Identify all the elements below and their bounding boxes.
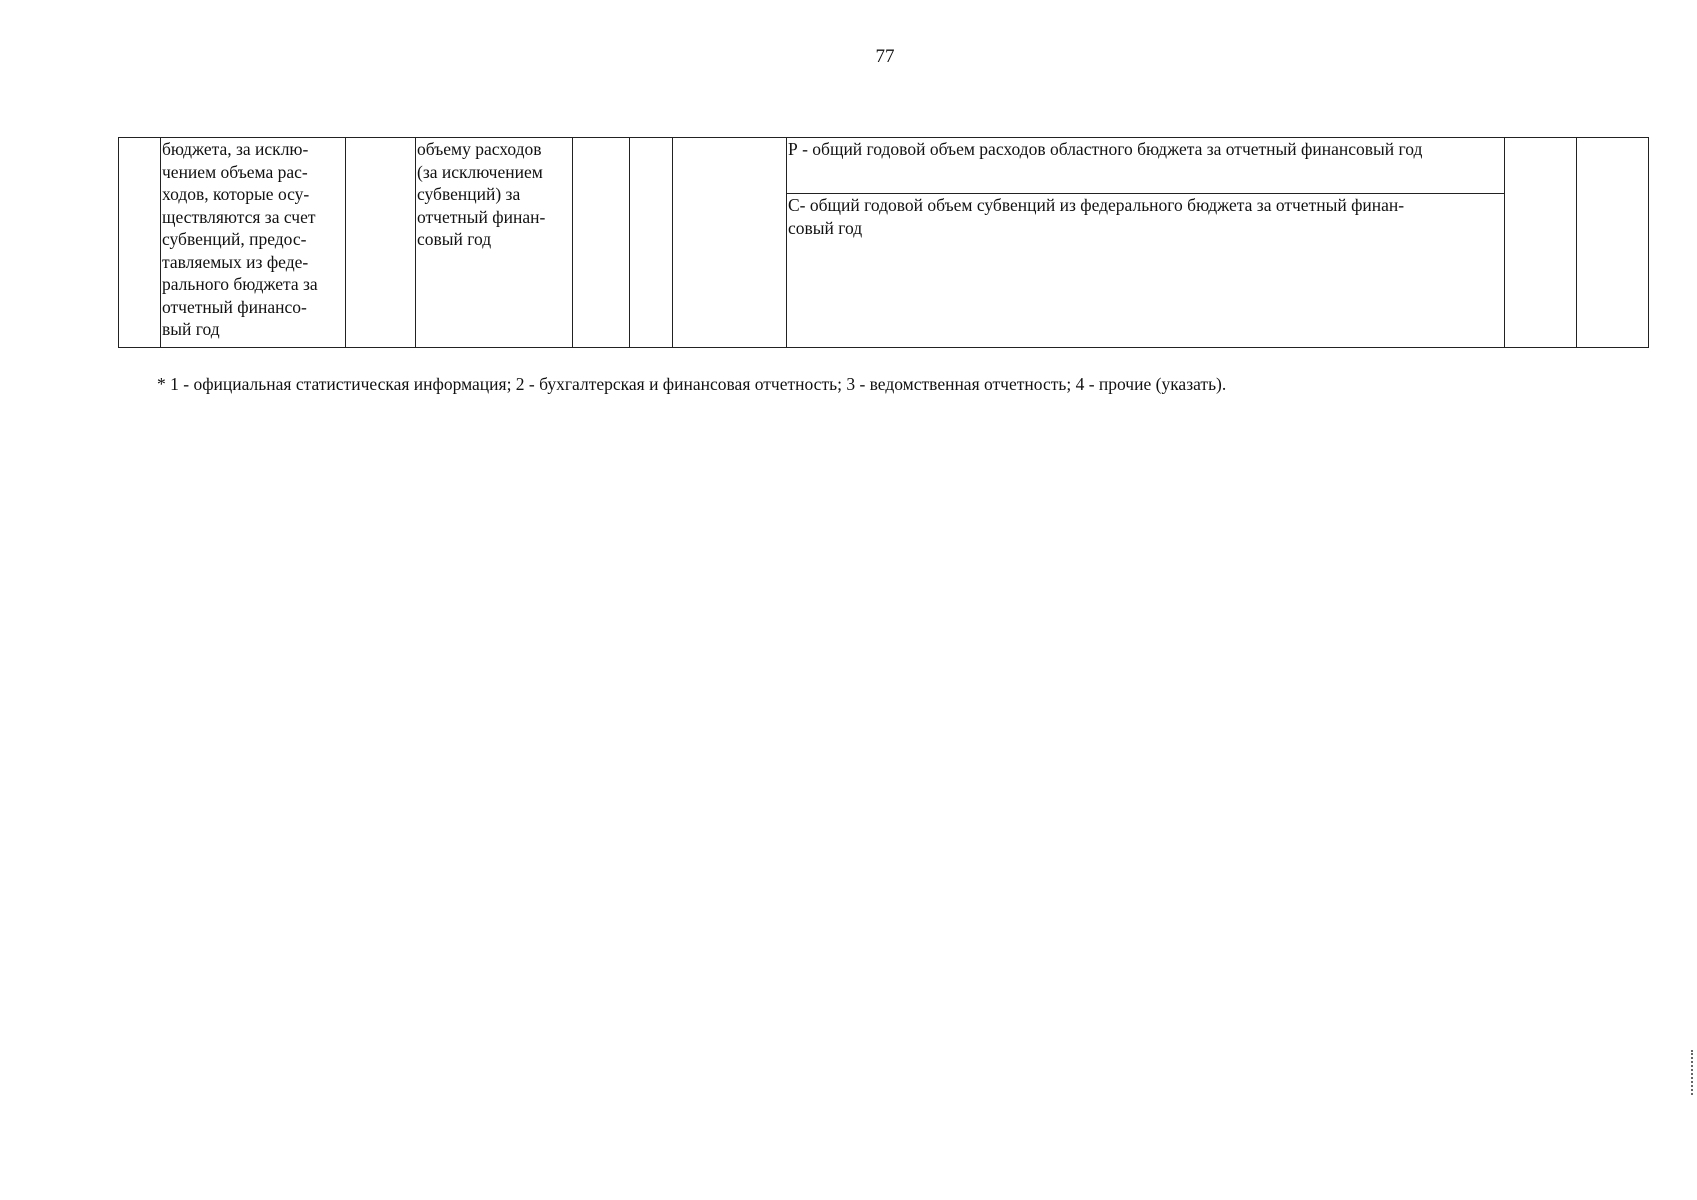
scan-artifact <box>1691 1050 1695 1095</box>
cell-responsible <box>1577 138 1649 348</box>
cell-unit <box>346 138 416 348</box>
page-number: 77 <box>875 46 895 67</box>
cell-empty-5 <box>573 138 630 348</box>
footnote: * 1 - официальная статистическая информация; 2 - бухгалтерская и финансовая отчетность; 3 - ведомственная отчетность; 4 - прочие (указать). <box>157 374 1227 394</box>
cell-formula-term-c: С- общий годовой объем субвенций из федерального бюджета за отчетный финан- совый год <box>787 194 1505 348</box>
cell-indicator-name: бюджета, за исклю- чением объема рас- ходов, которые осу- ществляются за счет субвенций, предос- тавляемых из феде- рального бюджета за отчетный финансо- вый год <box>161 138 346 348</box>
indicator-table <box>118 137 1649 348</box>
cell-empty-7 <box>673 138 787 348</box>
cell-empty-6 <box>630 138 673 348</box>
table-row <box>119 138 1649 194</box>
cell-formula-term-p: Р - общий годовой объем расходов областного бюджета за отчетный финансовый год <box>787 138 1505 194</box>
cell-source <box>1505 138 1577 348</box>
cell-number <box>119 138 161 348</box>
cell-definition: объему расходов (за исключением субвенций) за отчетный финан- совый год <box>416 138 573 348</box>
